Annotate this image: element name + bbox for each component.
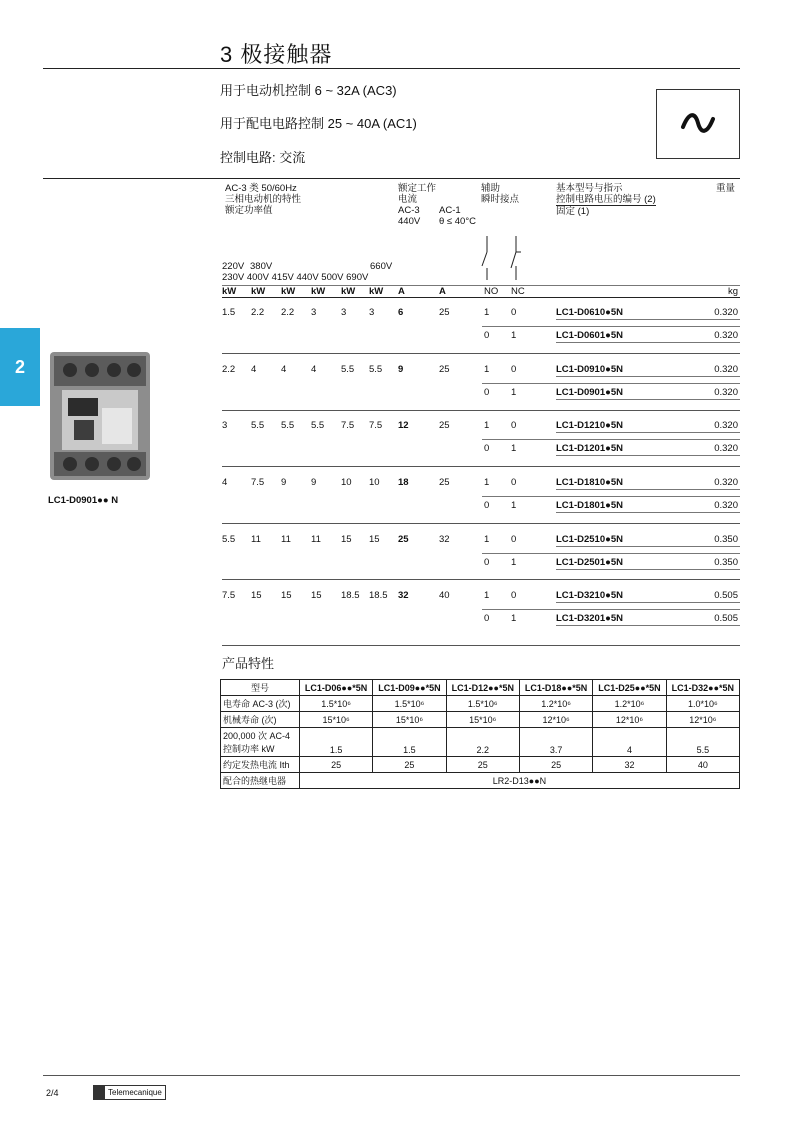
row-rule	[556, 342, 740, 343]
kw-440: 9	[311, 477, 317, 488]
specs-cell: 5.5	[666, 728, 739, 757]
kw-220: 4	[222, 477, 228, 488]
row-rule	[482, 326, 740, 327]
kw-380: 11	[251, 534, 261, 545]
contact-nc: 0	[511, 590, 517, 601]
specs-cell: 25	[446, 757, 519, 773]
contact-nc: 0	[511, 307, 517, 318]
specs-label-ac4-line1: 200,000 次 AC-4	[223, 731, 291, 741]
contact-no: 0	[484, 443, 490, 454]
unit-a-ac3: A	[398, 286, 405, 297]
kw-690: 5.5	[369, 364, 383, 375]
reference-nc: LC1-D0901●5N	[556, 387, 623, 398]
kw-500: 5.5	[341, 364, 355, 375]
kw-440: 3	[311, 307, 317, 318]
specs-label-ac4-line2: 控制功率 kW	[223, 744, 275, 754]
specs-cell: 15*10⁶	[446, 712, 519, 728]
kw-440: 4	[311, 364, 317, 375]
unit-kw-3: kW	[281, 286, 296, 297]
reference-nc: LC1-D0601●5N	[556, 330, 623, 341]
kw-690: 15	[369, 534, 380, 545]
specs-header-d32: LC1-D32●●*5N	[666, 680, 739, 696]
unit-nc: NC	[511, 286, 525, 297]
header-ac3-line3: 额定功率值	[225, 205, 273, 216]
kw-440: 15	[311, 590, 322, 601]
kw-690: 18.5	[369, 590, 388, 601]
kw-415: 5.5	[281, 420, 295, 431]
row-rule	[556, 546, 740, 547]
header-theta: θ ≤ 40°C	[439, 216, 477, 227]
header-ref-line1: 基本型号与指示	[556, 183, 623, 194]
row-rule	[482, 553, 740, 554]
table-row	[221, 712, 740, 728]
weight: 0.320	[714, 307, 738, 318]
header-440v: 440V	[398, 216, 421, 227]
kw-220: 1.5	[222, 307, 236, 318]
kw-440: 11	[311, 534, 321, 545]
specs-table	[220, 679, 740, 789]
row-rule	[556, 569, 740, 570]
voltage-660: 660V	[370, 261, 393, 272]
header-current-line2: 电流	[398, 194, 418, 205]
row-rule	[556, 376, 740, 377]
kw-500: 7.5	[341, 420, 355, 431]
reference-nc: LC1-D2501●5N	[556, 557, 623, 568]
voltage-380: 380V	[250, 261, 273, 272]
specs-header-d18: LC1-D18●●*5N	[519, 680, 592, 696]
contact-no: 1	[484, 364, 490, 375]
header-aux-contacts	[481, 183, 519, 205]
weight: 0.320	[714, 387, 738, 398]
specs-cell: 1.0*10⁶	[666, 696, 739, 712]
contact-nc: 1	[511, 443, 517, 454]
kw-220: 3	[222, 420, 228, 431]
row-rule	[556, 489, 740, 490]
specs-cell: 1.2*10⁶	[519, 696, 592, 712]
header-ref-line3: 固定 (1)	[556, 206, 590, 217]
specs-cell: 25	[373, 757, 446, 773]
voltage-row2: 230V 400V 415V 440V 500V 690V	[222, 272, 369, 283]
subtitle-control-circuit: 控制电路: 交流	[220, 150, 306, 165]
brand-logo	[93, 1085, 166, 1100]
kw-415: 4	[281, 364, 287, 375]
reference-no: LC1-D0610●5N	[556, 307, 623, 318]
voltage-220: 220V	[222, 261, 245, 272]
specs-cell: 25	[299, 757, 372, 773]
row-separator	[222, 579, 740, 580]
specs-cell: 1.5*10⁶	[446, 696, 519, 712]
kw-500: 3	[341, 307, 347, 318]
contact-nc: 1	[511, 557, 517, 568]
row-rule	[482, 496, 740, 497]
specs-header-d12: LC1-D12●●*5N	[446, 680, 519, 696]
unit-kw-6: kW	[369, 286, 384, 297]
table-row	[221, 773, 740, 789]
contact-no: 1	[484, 307, 490, 318]
kw-690: 10	[369, 477, 380, 488]
row-rule	[482, 383, 740, 384]
weight: 0.320	[714, 330, 738, 341]
contact-nc: 0	[511, 477, 517, 488]
current-ac1: 40	[439, 590, 450, 601]
reference-nc: LC1-D1201●5N	[556, 443, 623, 454]
kw-380: 2.2	[251, 307, 265, 318]
specs-label-thermal-relay: 配合的热继电器	[221, 773, 300, 789]
unit-kw-1: kW	[222, 286, 237, 297]
table-row	[221, 728, 740, 757]
contact-nc: 1	[511, 500, 517, 511]
page-title: 3 极接触器	[220, 42, 333, 67]
unit-kw-2: kW	[251, 286, 266, 297]
kw-415: 11	[281, 534, 291, 545]
footer-rule	[43, 1075, 740, 1076]
kw-380: 4	[251, 364, 257, 375]
specs-header-d09: LC1-D09●●*5N	[373, 680, 446, 696]
brand-name: Telemecanique	[108, 1088, 162, 1097]
reference-no: LC1-D0910●5N	[556, 364, 623, 375]
contact-no: 0	[484, 330, 490, 341]
contact-nc: 0	[511, 420, 517, 431]
unit-a-ac1: A	[439, 286, 446, 297]
table-bottom-rule	[222, 645, 740, 646]
contactor-image-icon	[46, 346, 156, 486]
ac-tilde-icon	[657, 90, 739, 158]
section-tab: 2	[0, 328, 40, 406]
brand-mark-icon	[94, 1086, 105, 1099]
current-ac3: 12	[398, 420, 409, 431]
kw-500: 18.5	[341, 590, 360, 601]
header-ref-line2: 控制电路电压的编号 (2)	[556, 194, 656, 205]
weight: 0.350	[714, 557, 738, 568]
current-ac3: 6	[398, 307, 404, 318]
header-ac3-line1: AC-3 类 50/60Hz	[225, 183, 297, 194]
contact-nc: 0	[511, 364, 517, 375]
row-separator	[222, 466, 740, 467]
specs-label-thermal-current: 约定发热电流 Ith	[221, 757, 300, 773]
unit-kg: kg	[727, 286, 738, 297]
specs-cell: 32	[593, 757, 666, 773]
units-top-rule	[222, 285, 740, 286]
reference-nc: LC1-D1801●5N	[556, 500, 623, 511]
specs-label-ac4-power	[221, 728, 300, 757]
row-rule	[482, 609, 740, 610]
unit-no: NO	[484, 286, 499, 297]
row-rule	[556, 602, 740, 603]
subtitle-distribution: 用于配电电路控制 25 ~ 40A (AC1)	[220, 116, 417, 131]
current-ac1: 25	[439, 420, 450, 431]
contact-no: 1	[484, 477, 490, 488]
contact-no: 1	[484, 534, 490, 545]
kw-220: 2.2	[222, 364, 236, 375]
photo-caption: LC1-D0901●● N	[48, 495, 119, 506]
title-rule	[43, 68, 740, 69]
contact-nc: 1	[511, 330, 517, 341]
specs-header-d06: LC1-D06●●*5N	[299, 680, 372, 696]
weight: 0.320	[714, 443, 738, 454]
current-ac3: 25	[398, 534, 409, 545]
ac-symbol-box	[656, 89, 740, 159]
row-rule	[556, 432, 740, 433]
table-row	[221, 696, 740, 712]
reference-no: LC1-D2510●5N	[556, 534, 623, 545]
specs-label-mechanical-life: 机械寿命 (次)	[221, 712, 300, 728]
header-aux-line2: 瞬时接点	[481, 194, 520, 205]
reference-nc: LC1-D3201●5N	[556, 613, 623, 624]
contact-no: 0	[484, 500, 490, 511]
weight: 0.350	[714, 534, 738, 545]
row-separator	[222, 353, 740, 354]
specs-cell: 1.5	[299, 728, 372, 757]
contact-no: 0	[484, 613, 490, 624]
kw-500: 15	[341, 534, 352, 545]
weight: 0.320	[714, 420, 738, 431]
header-ac3-class	[225, 183, 301, 216]
row-rule	[556, 625, 740, 626]
current-ac1: 25	[439, 477, 450, 488]
contact-no: 0	[484, 557, 490, 568]
contact-no: 1	[484, 420, 490, 431]
specs-cell: 4	[593, 728, 666, 757]
kw-440: 5.5	[311, 420, 325, 431]
unit-kw-5: kW	[341, 286, 356, 297]
row-rule	[556, 455, 740, 456]
page-number: 2/4	[46, 1088, 59, 1098]
specs-cell: 12*10⁶	[593, 712, 666, 728]
specs-cell: 15*10⁶	[373, 712, 446, 728]
kw-500: 10	[341, 477, 352, 488]
specs-relay-value: LR2-D13●●N	[299, 773, 739, 789]
specs-cell: 12*10⁶	[519, 712, 592, 728]
section-rule	[43, 178, 740, 179]
row-rule	[482, 439, 740, 440]
specs-cell: 12*10⁶	[666, 712, 739, 728]
header-reference	[556, 183, 656, 217]
specs-title: 产品特性	[222, 656, 275, 671]
current-ac1: 25	[439, 364, 450, 375]
weight: 0.320	[714, 477, 738, 488]
header-ac1-label: AC-1	[439, 205, 461, 216]
weight: 0.320	[714, 500, 738, 511]
subtitle-motor: 用于电动机控制 6 ~ 32A (AC3)	[220, 83, 397, 98]
specs-cell: 1.5	[373, 728, 446, 757]
reference-no: LC1-D1810●5N	[556, 477, 623, 488]
kw-380: 7.5	[251, 477, 265, 488]
specs-cell: 1.2*10⁶	[593, 696, 666, 712]
product-photo	[46, 346, 156, 486]
header-aux-line1: 辅助	[481, 183, 501, 194]
kw-690: 7.5	[369, 420, 383, 431]
row-separator	[222, 410, 740, 411]
specs-cell: 2.2	[446, 728, 519, 757]
specs-label-electrical-life: 电寿命 AC-3 (次)	[221, 696, 300, 712]
kw-220: 7.5	[222, 590, 236, 601]
contact-no: 1	[484, 590, 490, 601]
specs-cell: 25	[519, 757, 592, 773]
specs-cell: 40	[666, 757, 739, 773]
units-bottom-rule	[222, 297, 740, 298]
row-separator	[222, 523, 740, 524]
current-ac3: 9	[398, 364, 404, 375]
kw-415: 15	[281, 590, 292, 601]
specs-cell: 15*10⁶	[299, 712, 372, 728]
header-ac3-line2: 三相电动机的特性	[225, 194, 302, 205]
kw-380: 15	[251, 590, 262, 601]
contact-nc: 1	[511, 387, 517, 398]
kw-415: 9	[281, 477, 287, 488]
weight: 0.320	[714, 364, 738, 375]
unit-kw-4: kW	[311, 286, 326, 297]
specs-header-d25: LC1-D25●●*5N	[593, 680, 666, 696]
specs-header-model: 型号	[221, 680, 300, 696]
specs-cell: 3.7	[519, 728, 592, 757]
reference-no: LC1-D3210●5N	[556, 590, 623, 601]
kw-380: 5.5	[251, 420, 265, 431]
row-rule	[556, 512, 740, 513]
header-current-line1: 额定工作	[398, 183, 437, 194]
current-ac3: 32	[398, 590, 409, 601]
current-ac1: 32	[439, 534, 450, 545]
contact-nc: 1	[511, 613, 517, 624]
row-rule	[556, 399, 740, 400]
weight: 0.505	[714, 613, 738, 624]
weight: 0.505	[714, 590, 738, 601]
kw-415: 2.2	[281, 307, 295, 318]
contact-nc: 0	[511, 534, 517, 545]
current-ac3: 18	[398, 477, 409, 488]
kw-220: 5.5	[222, 534, 236, 545]
specs-cell: 1.5*10⁶	[299, 696, 372, 712]
contact-no: 0	[484, 387, 490, 398]
contact-symbols-icon	[478, 236, 528, 282]
specs-cell: 1.5*10⁶	[373, 696, 446, 712]
header-ac3-label: AC-3	[398, 205, 420, 216]
header-weight: 重量	[716, 183, 736, 194]
specs-header-row	[221, 680, 740, 696]
current-ac1: 25	[439, 307, 450, 318]
table-row	[221, 757, 740, 773]
header-rated-current	[398, 183, 436, 205]
kw-690: 3	[369, 307, 375, 318]
reference-no: LC1-D1210●5N	[556, 420, 623, 431]
row-rule	[556, 319, 740, 320]
